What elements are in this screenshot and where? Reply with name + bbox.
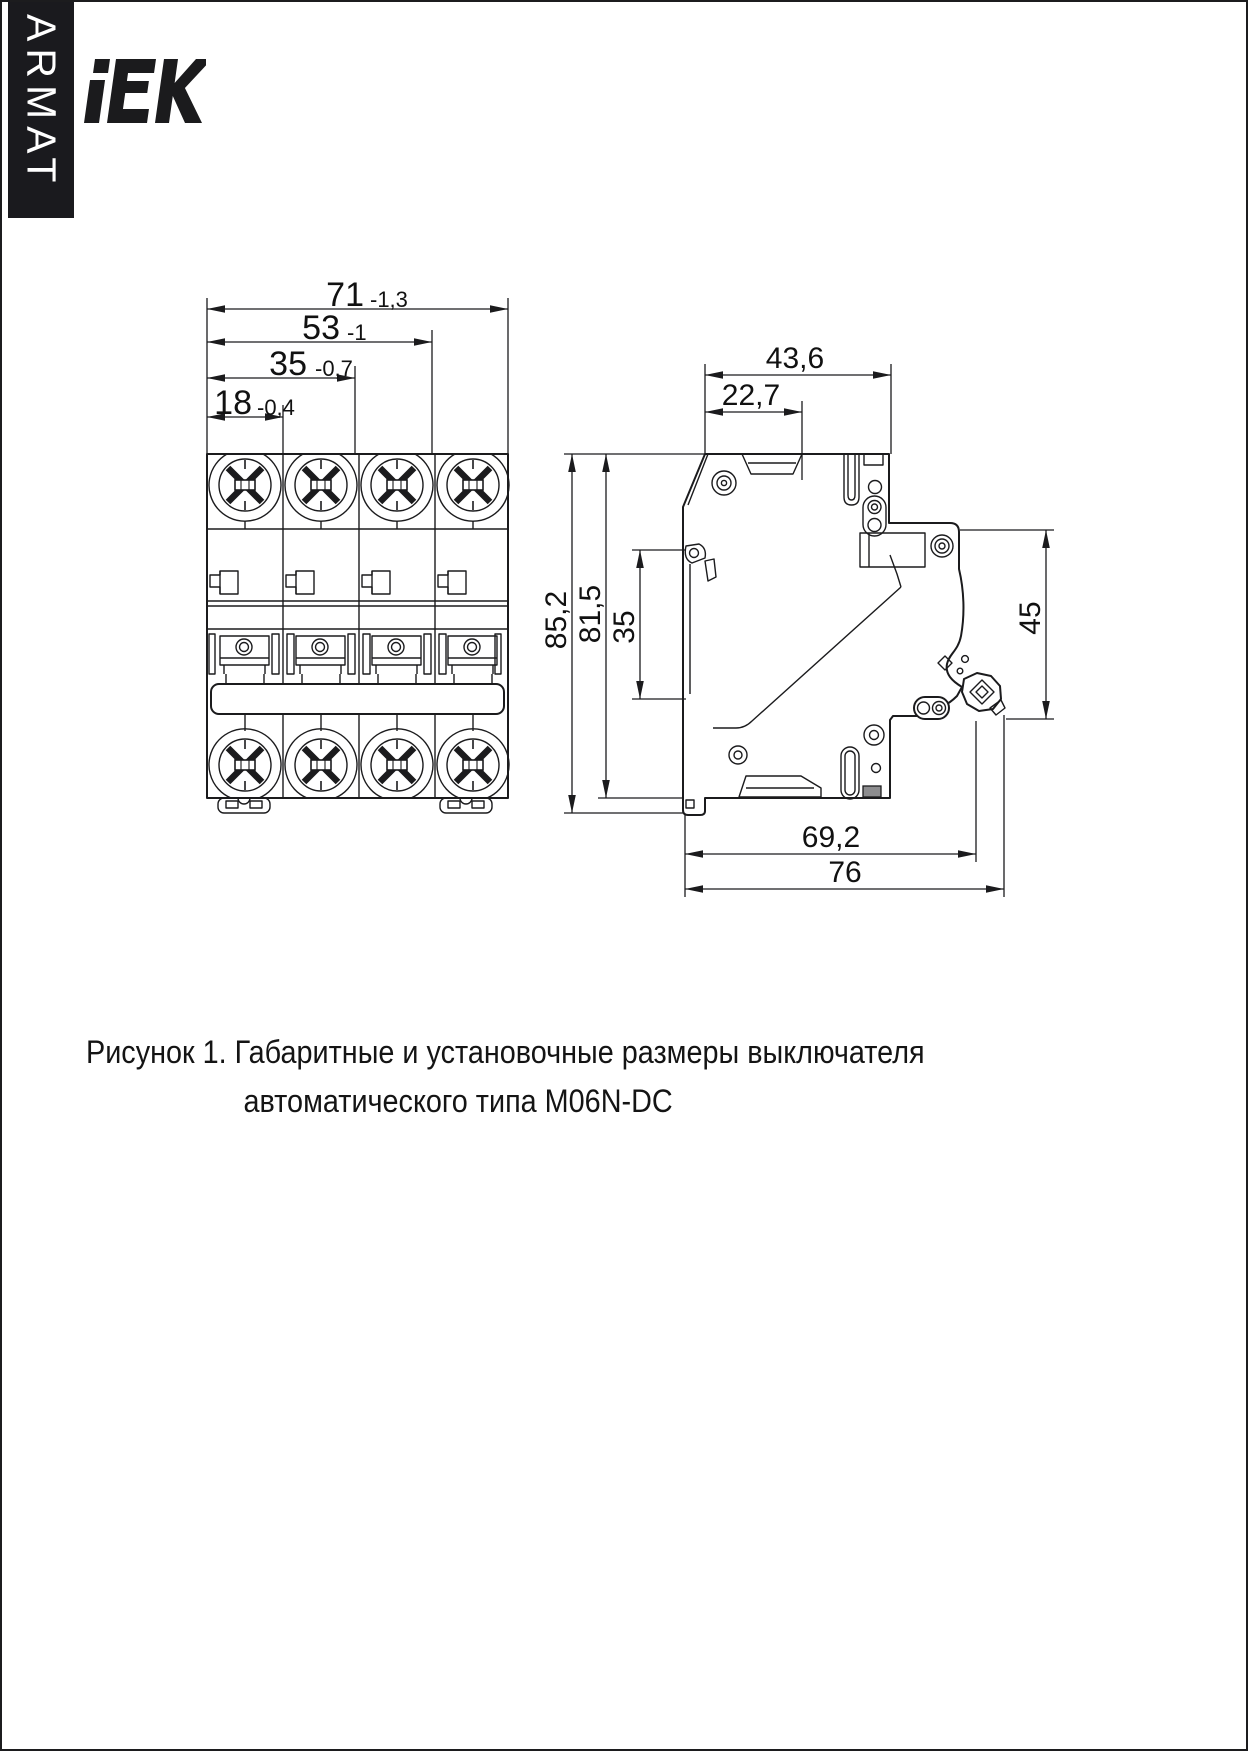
dim-din-rail-35 [608, 550, 641, 699]
svg-text:-1: -1 [347, 320, 367, 345]
front-view [207, 454, 509, 813]
figure-caption-line2: автоматического типа M06N-DC [243, 1083, 673, 1119]
figure-caption [86, 1028, 925, 1126]
svg-text:71: 71 [326, 276, 364, 314]
side-view [683, 454, 1005, 815]
dim-total-width-71 [207, 276, 508, 314]
svg-text:18: 18 [214, 384, 252, 422]
toggle-handle-profile [742, 454, 802, 474]
dim-depth-69-2 [685, 821, 976, 854]
svg-text:43,6: 43,6 [765, 342, 825, 375]
svg-text:35: 35 [608, 610, 641, 644]
figure-caption-line1: Рисунок 1. Габаритные и установочные размеры выключателя [86, 1034, 925, 1070]
svg-text:45: 45 [1014, 601, 1047, 635]
svg-text:35: 35 [269, 345, 307, 383]
rivet-rear-shoulder [931, 535, 953, 557]
brand-vertical-text: ARMAT [18, 14, 65, 190]
dim-handle-22-7 [705, 379, 802, 412]
dim-width-35 [207, 345, 355, 383]
svg-text:-0,7: -0,7 [315, 356, 353, 381]
svg-text:81,5: 81,5 [574, 584, 607, 644]
front-feet [218, 798, 492, 813]
dim-height-85-2 [540, 454, 573, 813]
front-view-dimensions [207, 276, 508, 454]
svg-text:53: 53 [302, 309, 340, 347]
svg-text:22,7: 22,7 [721, 379, 781, 412]
dim-depth-43-6 [705, 342, 891, 375]
handle-tie-bar [211, 684, 504, 714]
dimension-drawing [2, 2, 1248, 932]
dim-width-53 [207, 309, 432, 347]
dim-depth-76 [685, 856, 1004, 889]
svg-text:76: 76 [828, 856, 862, 889]
dim-height-81-5 [574, 454, 607, 798]
dim-rear-45 [1014, 530, 1047, 719]
svg-text:-1,3: -1,3 [370, 287, 408, 312]
svg-text:-0,4: -0,4 [257, 395, 295, 420]
svg-text:85,2: 85,2 [540, 590, 573, 650]
dim-module-18 [207, 384, 295, 422]
side-view-dimensions [540, 342, 1054, 897]
din-clip-knob [962, 673, 1005, 715]
svg-text:69,2: 69,2 [801, 821, 861, 854]
rivet-top-left [712, 471, 736, 495]
